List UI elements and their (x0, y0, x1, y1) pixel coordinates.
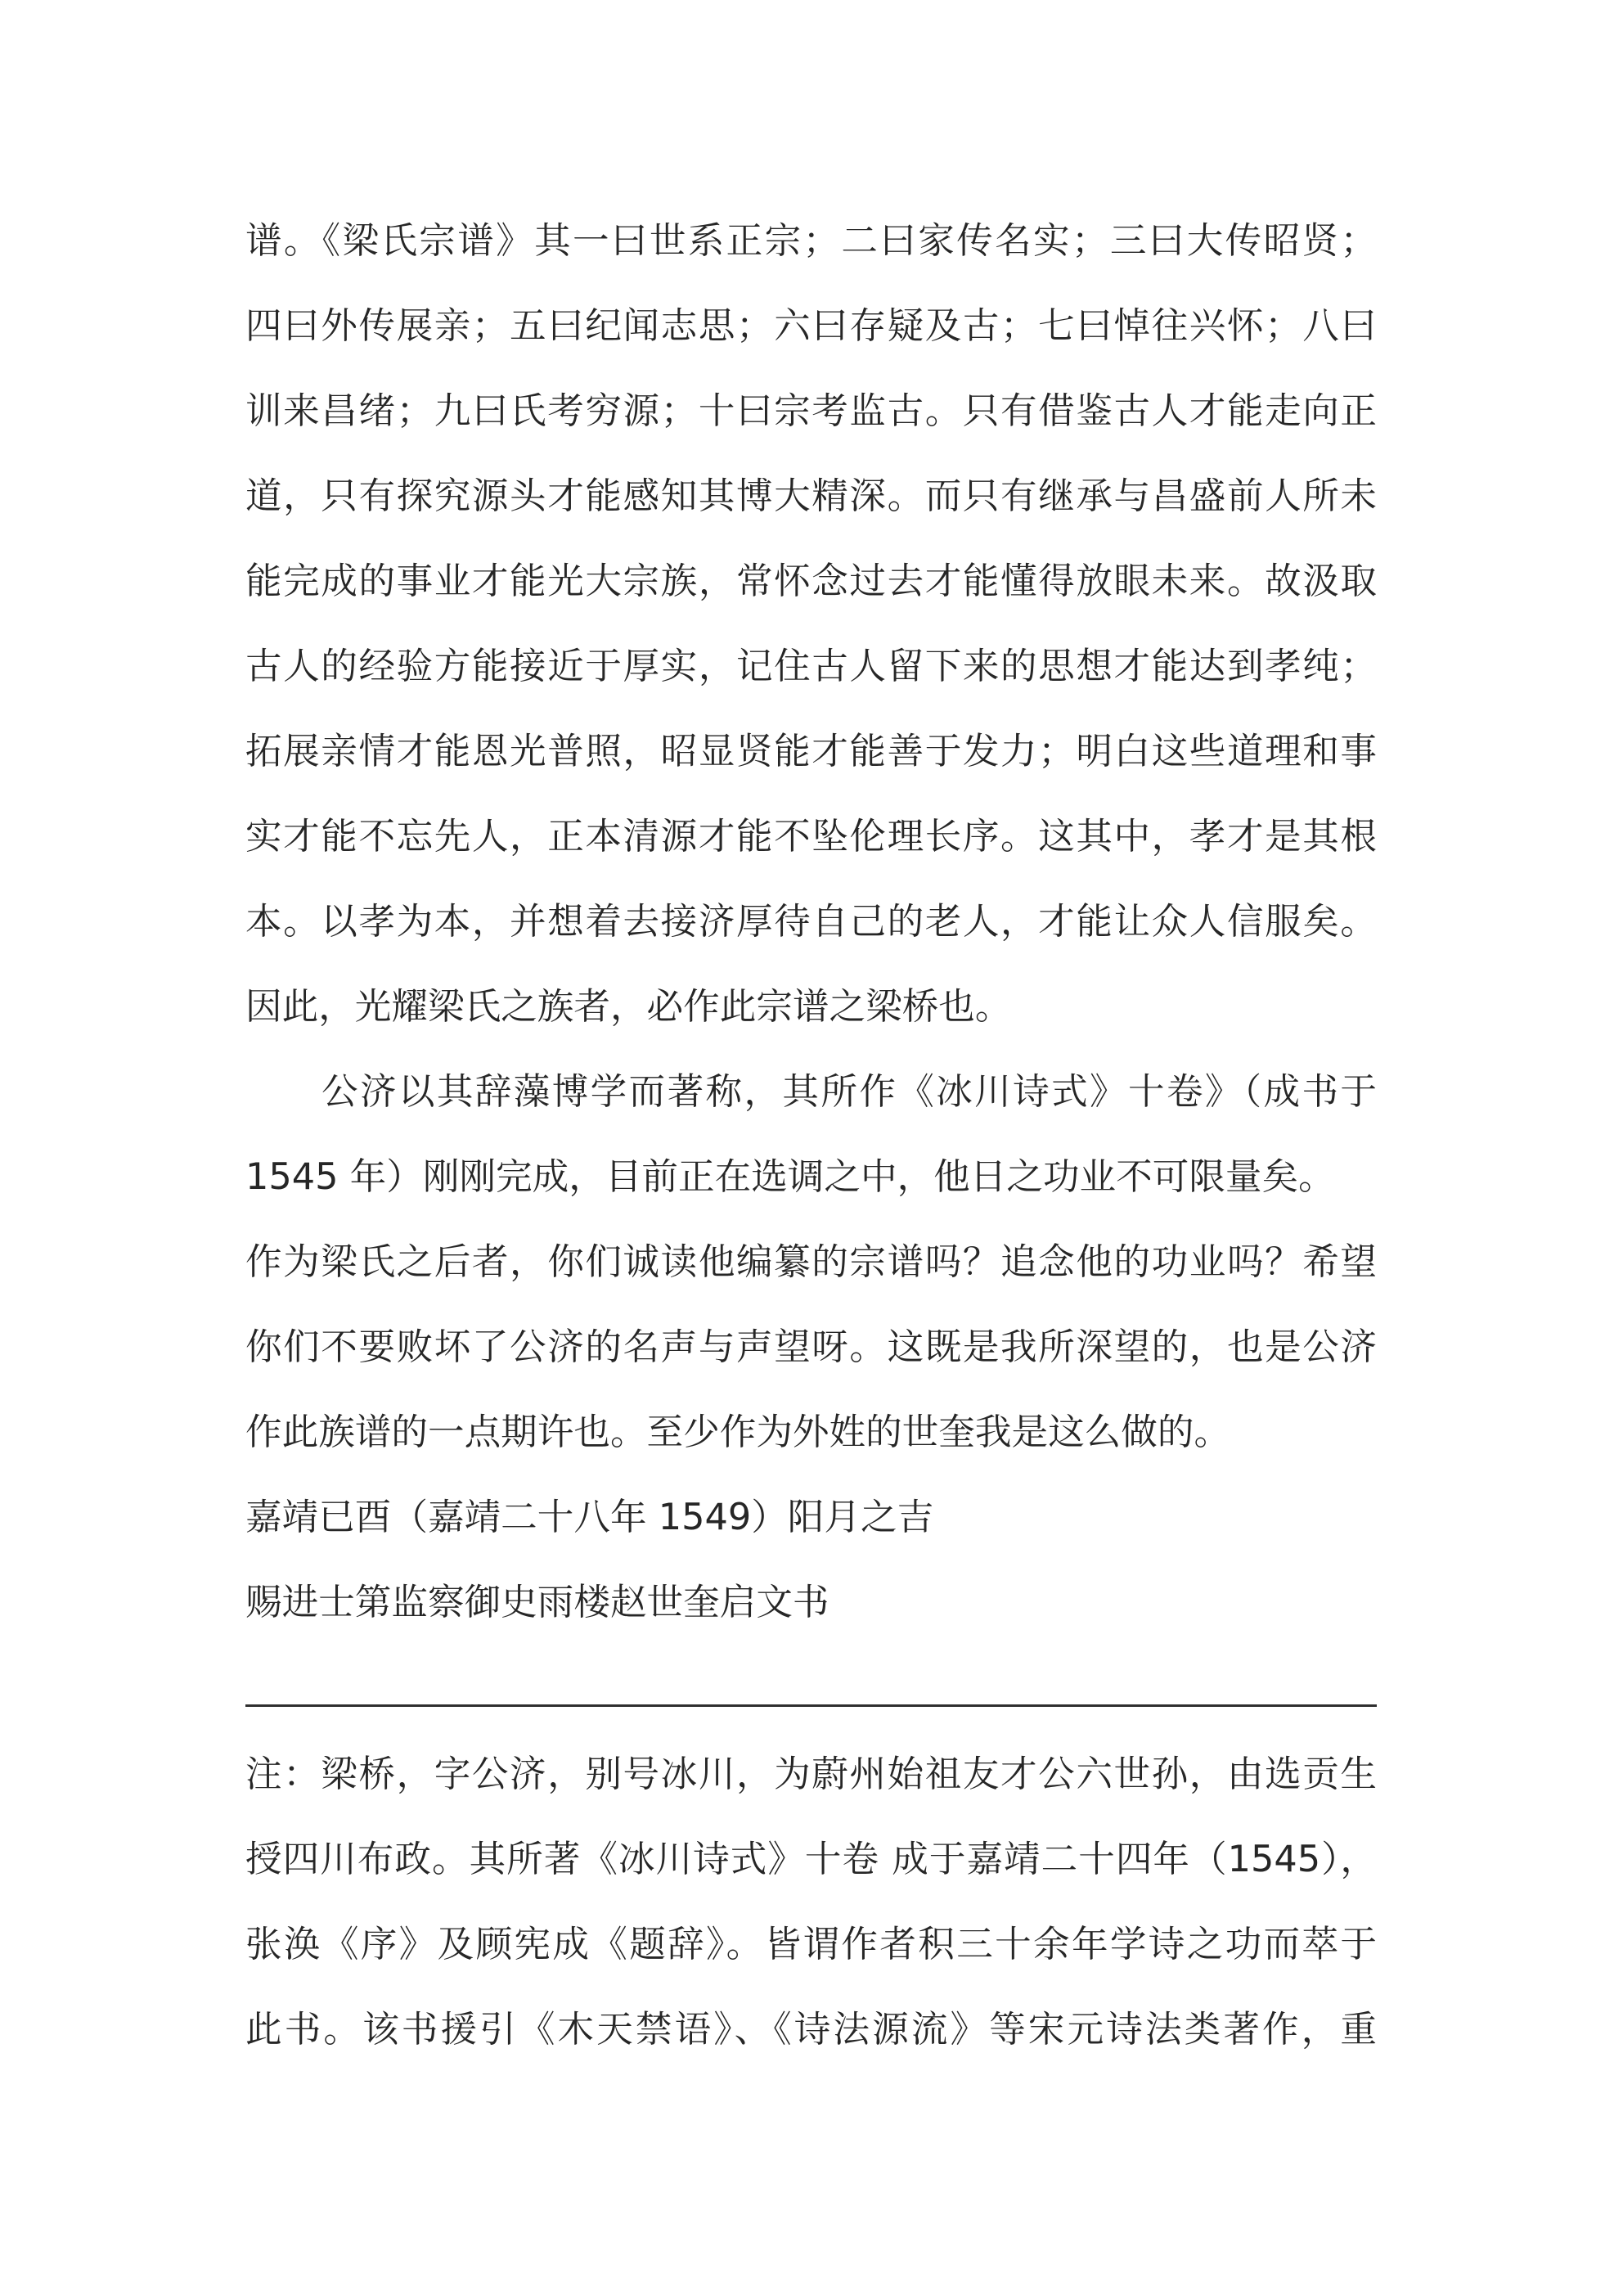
body-line-11: 公济以其辞藻博学而著称，其所作《冰川诗式》十卷》（成书于 (321, 1070, 1377, 1113)
body-line-8: 实才能不忘先人，正本清源才能不坠伦理长序。这其中，孝才是其根 (245, 815, 1377, 858)
body-line-1: 谱。《梁氏宗谱》其一曰世系正宗；二曰家传名实；三曰大传昭贤； (245, 219, 1377, 262)
body-line-9: 本。以孝为本，并想着去接济厚待自己的老人，才能让众人信服矣。 (245, 900, 1377, 943)
body-line-4: 道，只有探究源头才能感知其博大精深。而只有继承与昌盛前人所未 (245, 475, 1377, 517)
body-line-5: 能完成的事业才能光大宗族，常怀念过去才能懂得放眼未来。故汲取 (245, 560, 1377, 602)
footnote-line-3: 张涣《序》及顾宪成《题辞》。皆谓作者积三十余年学诗之功而萃于 (245, 1923, 1377, 1965)
body-line-13: 作为梁氏之后者，你们诚读他编纂的宗谱吗？追念他的功业吗？希望 (245, 1240, 1377, 1283)
body-line-2: 四曰外传展亲；五曰纪闻志思；六曰存疑及古；七曰悼往兴怀；八曰 (245, 304, 1377, 347)
footnote-line-4: 此书。该书援引《木天禁语》、《诗法源流》等宋元诗法类著作，重 (245, 2008, 1377, 2051)
footnote-line-1: 注：梁桥，字公济，别号冰川，为蔚州始祖友才公六世孙，由选贡生 (245, 1753, 1377, 1795)
date-line: 嘉靖已酉（嘉靖二十八年 1549）阳月之吉 (245, 1496, 934, 1538)
footnote-line-2: 授四川布政。其所著《冰川诗式》十卷 成于嘉靖二十四年（1545）， (245, 1838, 1377, 1880)
body-line-12: 1545 年）刚刚完成，目前正在选调之中，他日之功业不可限量矣。 (245, 1155, 1335, 1198)
body-line-14: 你们不要败坏了公济的名声与声望呀。这既是我所深望的，也是公济 (245, 1326, 1377, 1368)
footnote-separator (245, 1704, 1377, 1707)
body-line-6: 古人的经验方能接近于厚实，记住古人留下来的思想才能达到孝纯； (245, 645, 1377, 687)
body-line-7: 拓展亲情才能恩光普照，昭显贤能才能善于发力；明白这些道理和事 (245, 730, 1377, 772)
signature-line: 赐进士第监察御史雨楼赵世奎启文书 (245, 1581, 829, 1623)
body-line-15: 作此族谱的一点期许也。至少作为外姓的世奎我是这么做的。 (245, 1411, 1231, 1453)
body-line-3: 训来昌绪；九曰氏考穷源；十曰宗考监古。只有借鉴古人才能走向正 (245, 389, 1377, 432)
body-line-10: 因此，光耀梁氏之族者，必作此宗谱之梁桥也。 (245, 985, 1012, 1028)
